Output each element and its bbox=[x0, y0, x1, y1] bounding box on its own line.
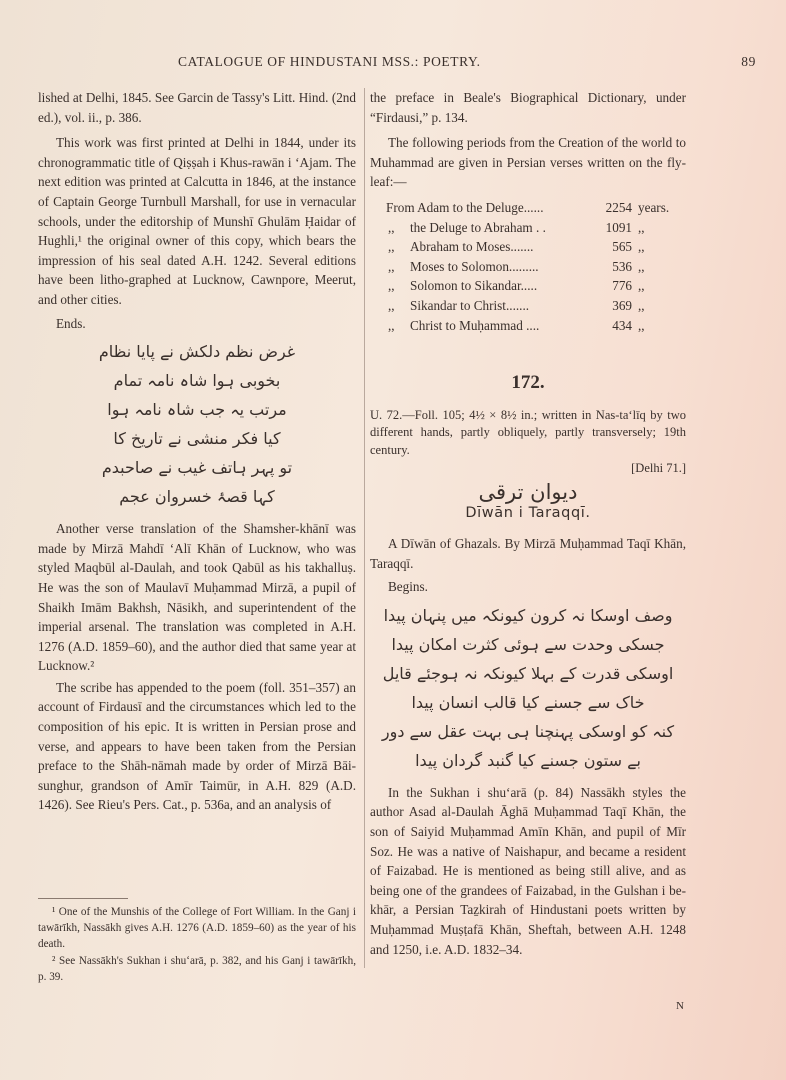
column-divider bbox=[364, 88, 365, 968]
left-column bbox=[38, 88, 356, 815]
footnote-separator bbox=[38, 898, 128, 899]
period-label: Solomon to Sikandar..... bbox=[410, 278, 538, 294]
period-unit: ,, bbox=[638, 278, 645, 294]
ditto-mark: ,, bbox=[388, 239, 395, 255]
right-paragraph-3: A Dīwān of Ghazals. By Mirzā Muḥammad Taqī Khān, Taraqqī. bbox=[370, 536, 686, 571]
running-title: CATALOGUE OF HINDUSTANI MSS.: POETRY. bbox=[178, 54, 481, 69]
footnotes bbox=[38, 898, 356, 988]
page-number: 89 bbox=[741, 54, 756, 69]
footnote-1: ¹ One of the Munshis of the College of Fort William. In the Ganj i tawārīkh, Nassākh gives A.H. 1276 (A.D. 1859–60) as the year of his death. bbox=[38, 906, 356, 950]
ends-label: Ends. bbox=[56, 315, 86, 331]
period-unit: ,, bbox=[638, 219, 645, 235]
period-unit: ,, bbox=[638, 258, 645, 274]
ditto-mark: ,, bbox=[388, 297, 395, 313]
urdu-verse-line: اوسکی قدرت کے بہلا کیونکہ نہ ہوجئے قایل bbox=[382, 663, 674, 683]
urdu-verse-line: کہا قصۂ خسروان عجم bbox=[119, 487, 275, 507]
period-years: 434 bbox=[612, 317, 632, 333]
period-years: 565 bbox=[612, 239, 632, 255]
periods-table bbox=[370, 198, 686, 335]
urdu-verse-line: مرتب یہ جب شاہ نامہ ہوا bbox=[107, 400, 287, 420]
urdu-verse-line: وصف اوسکا نہ کرون کیونکہ میں پنہان پیدا bbox=[383, 605, 673, 625]
urdu-verse-line: بے ستون جسنے کیا گنبد گردان پیدا bbox=[415, 750, 641, 770]
begins-label: Begins. bbox=[388, 579, 428, 595]
period-label: Moses to Solomon......... bbox=[410, 258, 539, 274]
signature-mark: N bbox=[676, 1000, 684, 1012]
period-row bbox=[370, 198, 686, 218]
period-years: 536 bbox=[612, 258, 632, 274]
period-years: 1091 bbox=[605, 219, 632, 235]
period-row bbox=[370, 237, 686, 257]
period-row bbox=[370, 316, 686, 336]
ditto-mark: ,, bbox=[388, 317, 395, 333]
urdu-verse-line: تو پہر ہاتف غیب نے صاحبدم bbox=[101, 458, 293, 478]
urdu-verse-line: کیا فکر منشی نے تاریخ کا bbox=[113, 429, 281, 449]
urdu-verse-ends bbox=[38, 337, 356, 511]
ditto-mark: ,, bbox=[388, 258, 395, 274]
period-unit: ,, bbox=[638, 239, 645, 255]
ditto-mark: ,, bbox=[388, 219, 395, 235]
urdu-verse-line: خاک سے جسنے کیا قالب انسان پیدا bbox=[411, 692, 645, 712]
urdu-verse-line: جسکی وحدت سے ہوئی کثرت امکان پیدا bbox=[391, 634, 665, 654]
right-paragraph-2: The following periods from the Creation of the world to Muhammad are given in Persian verses written on the fly-leaf:— bbox=[370, 135, 686, 190]
left-paragraph-2: This work was first printed at Delhi in 1844, under its chronogrammatic title of Qiṣṣah i Khus-rawān i ‘Ajam. The next edition was printed at Calcutta in 1846, at the instance of Captain George Turnbull Marshall, for use in vernacular schools, under the editorship of Munshī Ghulām Ḥaidar of Hughli,¹ the original owner of this copy, which bears the impression of his seal dated A.H. 1242. Several editions have been litho-graphed at Lucknow, Cawnpore, Meerut, and other cities. bbox=[38, 135, 356, 307]
entry-number: 172. bbox=[511, 372, 545, 394]
period-label: Christ to Muḥammad .... bbox=[410, 317, 540, 333]
period-label: From Adam to the Deluge...... bbox=[386, 199, 544, 215]
period-label: Sikandar to Christ....... bbox=[410, 297, 530, 313]
urdu-title: دیوان ترقی bbox=[478, 479, 578, 504]
right-paragraph-1: the preface in Beale's Biographical Dictionary, under “Firdausi,” p. 134. bbox=[370, 90, 686, 125]
ditto-mark: ,, bbox=[388, 278, 395, 294]
left-paragraph-1: lished at Delhi, 1845. See Garcin de Tassy's Litt. Hind. (2nd ed.), vol. ii., p. 386. bbox=[38, 90, 356, 125]
urdu-verse-line: بخوبی ہوا شاہ نامہ تمام bbox=[113, 371, 281, 391]
manuscript-description: U. 72.—Foll. 105; 4½ × 8½ in.; written in Nas-ta‘līq by two different hands, partly obliquely, partly transversely; 19th century. bbox=[370, 407, 686, 457]
period-row bbox=[370, 257, 686, 277]
period-row bbox=[370, 276, 686, 296]
shelf-reference: [Delhi 71.] bbox=[631, 461, 686, 476]
footnote-2: ² See Nassākh's Sukhan i shu‘arā, p. 382, and his Ganj i tawārīkh, p. 39. bbox=[38, 955, 356, 984]
period-row bbox=[370, 218, 686, 238]
period-label: the Deluge to Abraham . . bbox=[410, 219, 546, 235]
right-column bbox=[370, 88, 686, 959]
left-paragraph-4: The scribe has appended to the poem (foll. 351–357) an account of Firdausī and the circumstances which led to the composition of his epic. It is written in Persian prose and verse, and appears to have been taken from the Persian preface to the Shāh-nāmah made by order of Mirzā Bāi-sunghur, grandson of Amīr Taimūr, in A.H. 829 (A.D. 1426). See Rieu's Pers. Cat., p. 536a, and an analysis of bbox=[38, 679, 356, 813]
period-label: Abraham to Moses....... bbox=[410, 239, 534, 255]
period-unit: ,, bbox=[638, 297, 645, 313]
urdu-verse-begins bbox=[370, 601, 686, 775]
urdu-verse-line: کنہ کو اوسکی پہنچنا ہی بہت عقل سے دور bbox=[381, 721, 675, 741]
period-years: 2254 bbox=[605, 199, 632, 215]
period-years: 369 bbox=[612, 297, 632, 313]
right-paragraph-4: In the Sukhan i shu‘arā (p. 84) Nassākh styles the author Asad al-Daulah Āghā Muḥammad Taqī Khān, the son of Saiyid Muḥammad Amīn Khān, and pupil of Mīr Soz. He was a native of Naishapur, and became a resident of Faizabad. He is mentioned as being still alive, and as being one of the grandees of Faizabad, in the Gulshan i be-khār, a Persian Taẕkirah of Hindustani poets written by Muḥammad Muṣṭafā Khān, Sheftah, between A.H. 1248 and 1250, i.e. A.D. 1832–34. bbox=[370, 784, 686, 957]
period-row bbox=[370, 296, 686, 316]
transliterated-title: Dīwān i Taraqqī. bbox=[465, 505, 591, 522]
left-paragraph-3: Another verse translation of the Shamsher-khānī was made by Mirzā Mahdī ‘Alī Khān of Lucknow, who was styled Maqbūl al-Daulah, and took Qabūl as his takhalluṣ. He was the son of Maulavī Muḥammad Mirzā, a pupil of Shaikh Imām Bakhsh, Nāsikh, and superintendent of the imperial arsenal. The translation was completed in A.H. 1276 (A.D. 1859–60), and the author died that same year at Lucknow.² bbox=[38, 521, 356, 674]
period-unit: years. bbox=[638, 199, 670, 215]
period-unit: ,, bbox=[638, 317, 645, 333]
urdu-verse-line: غرض نظم دلکش نے پایا نظام bbox=[98, 342, 296, 362]
period-years: 776 bbox=[612, 278, 632, 294]
